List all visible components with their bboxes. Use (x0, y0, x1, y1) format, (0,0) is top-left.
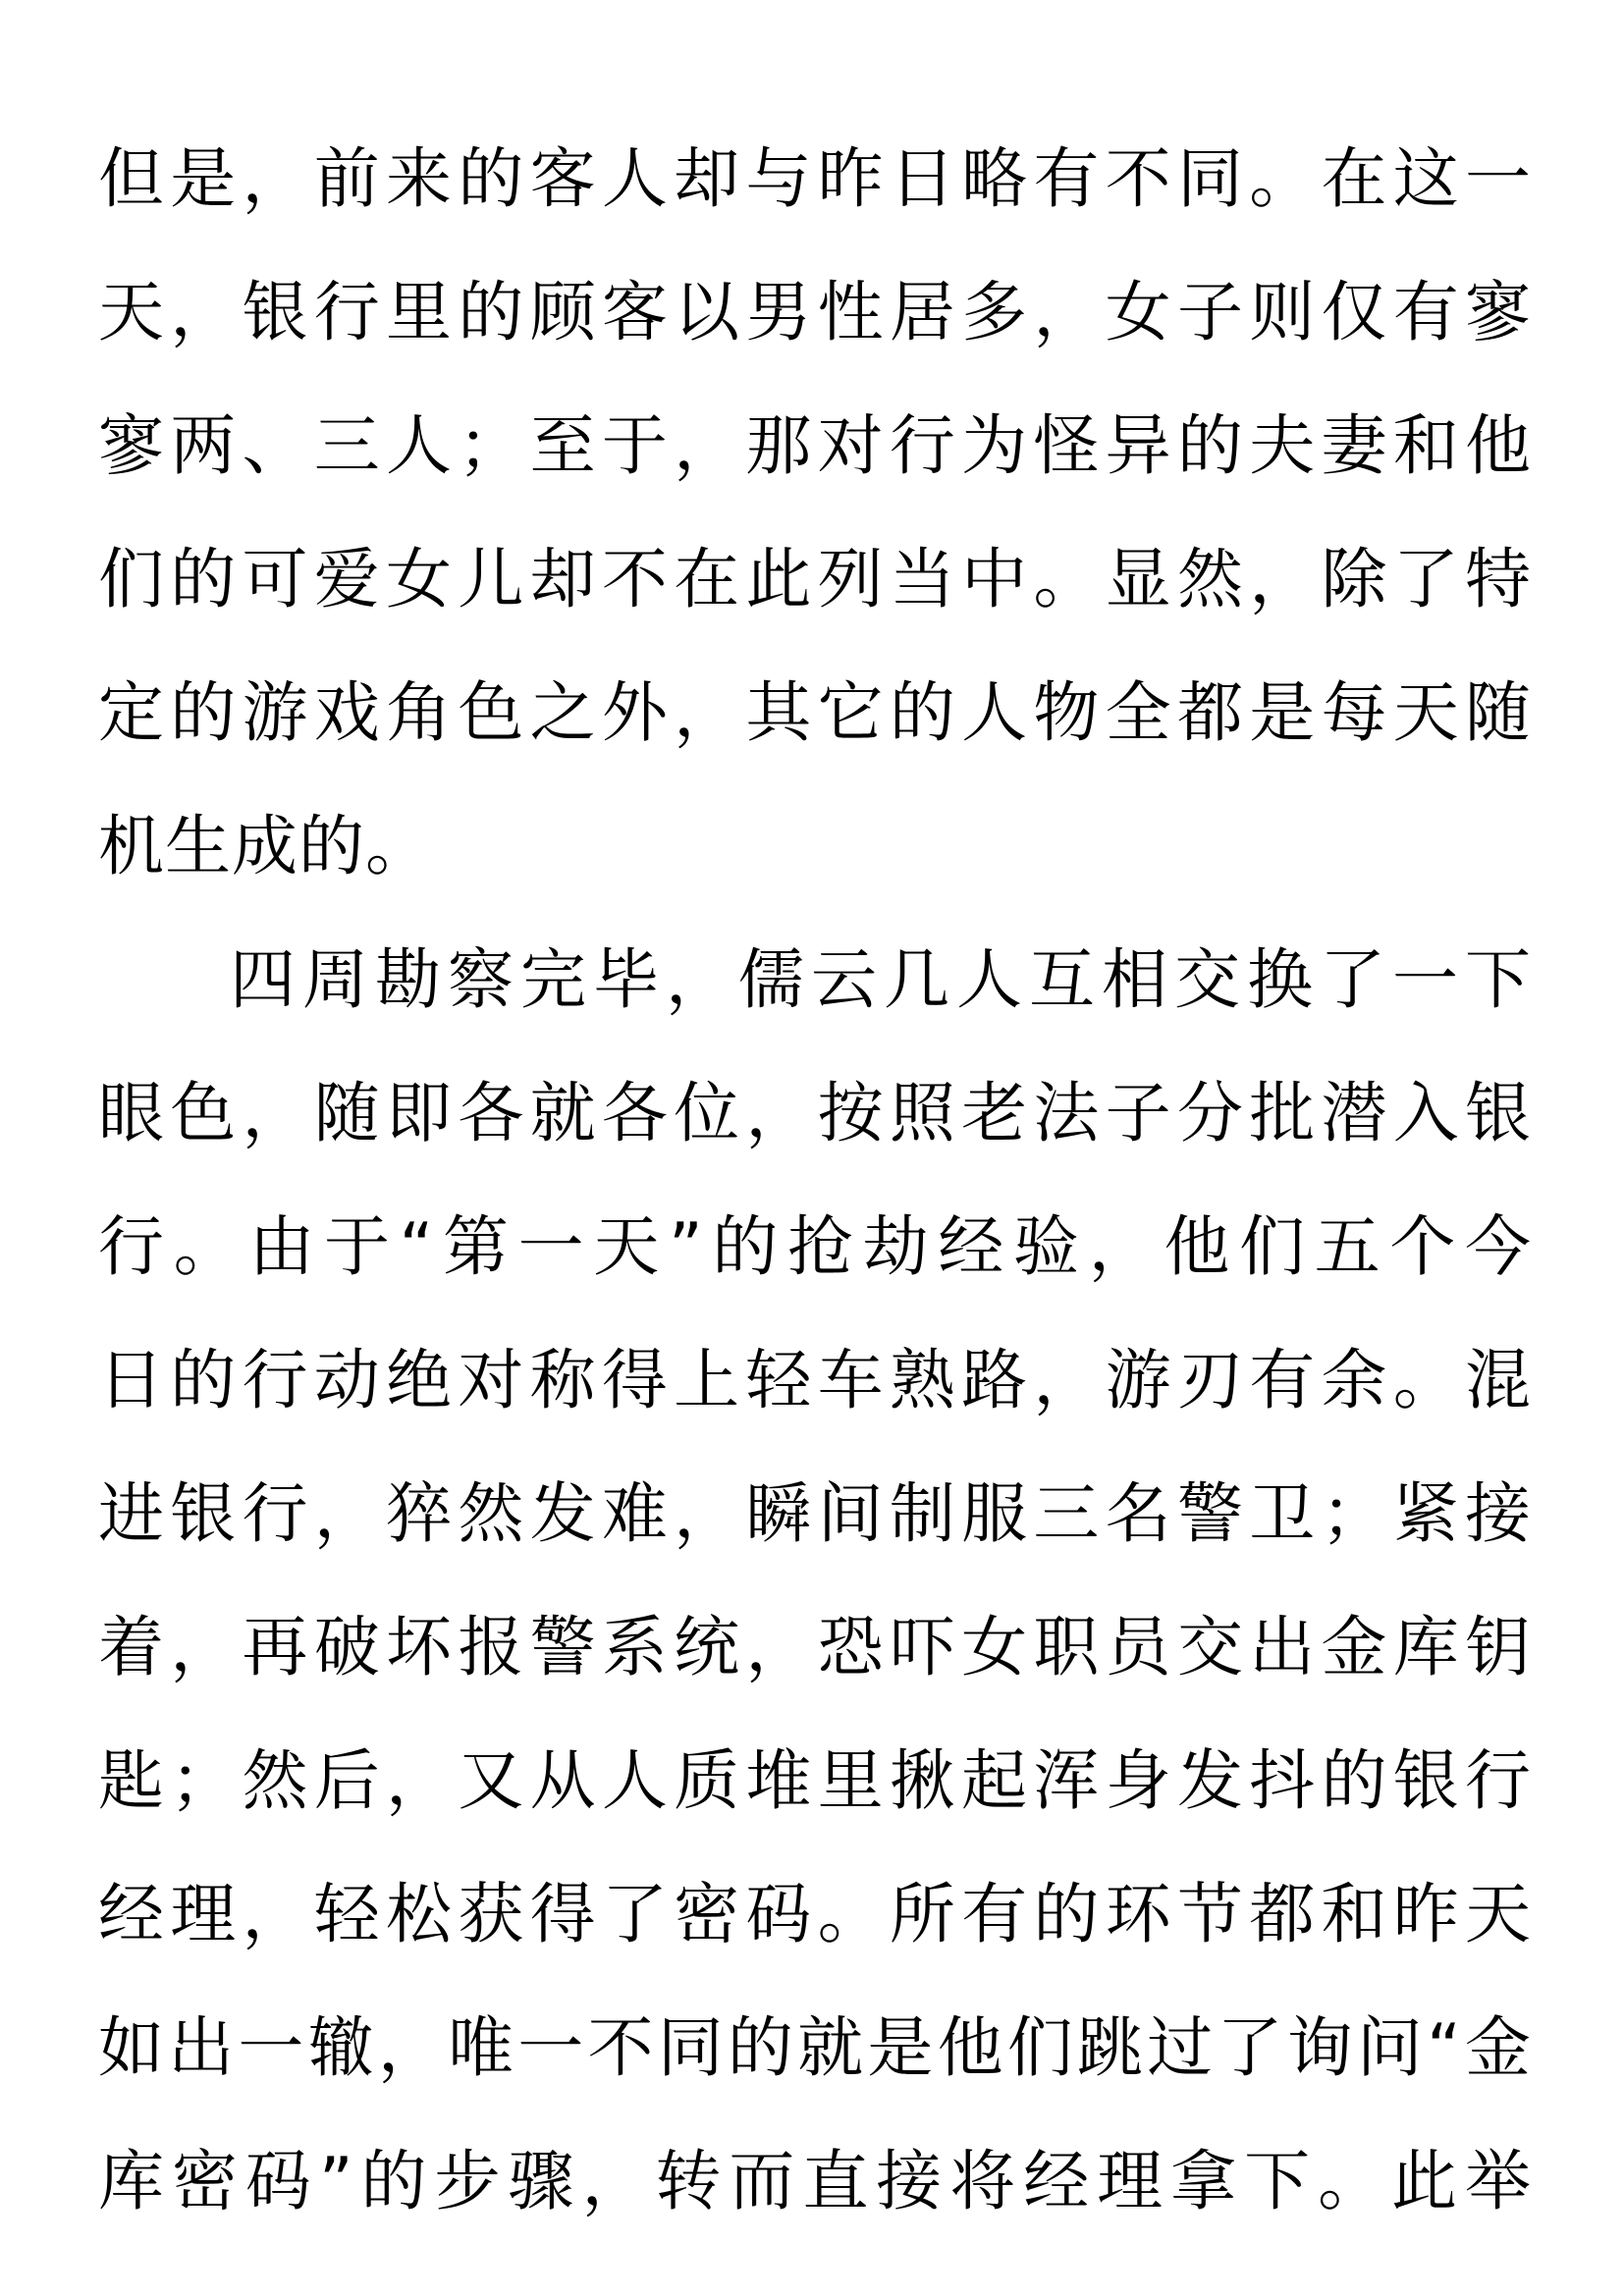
text-line: 经理，轻松获得了密码。所有的环节都和昨天 (98, 1876, 1532, 1952)
text-line: 匙；然后，又从人质堆里揪起浑身发抖的银行 (98, 1742, 1532, 1819)
text-line: 寥两、三人；至于，那对行为怪异的夫妻和他 (98, 407, 1532, 484)
text-line: 天，银行里的顾客以男性居多，女子则仅有寥 (98, 274, 1532, 350)
paragraph-start-line: 四周勘察完毕，儒云几人互相交换了一下 (230, 941, 1532, 1018)
text-line: 进银行，猝然发难，瞬间制服三名警卫；紧接 (98, 1475, 1532, 1552)
body-text (98, 112, 1532, 2248)
text-line: 眼色，随即各就各位，按照老法子分批潜入银 (98, 1075, 1532, 1151)
text-line: 们的可爱女儿却不在此列当中。显然，除了特 (98, 541, 1532, 617)
text-line: 日的行动绝对称得上轻车熟路，游刃有余。混 (98, 1342, 1532, 1418)
text-line: 着，再破坏报警系统，恐吓女职员交出金库钥 (98, 1609, 1532, 1685)
text-line: 定的游戏角色之外，其它的人物全都是每天随 (98, 674, 1532, 751)
text-line: 行。由于“第一天”的抢劫经验，他们五个今 (98, 1208, 1532, 1285)
text-line: 如出一辙，唯一不同的就是他们跳过了询问“金 (98, 2009, 1532, 2086)
text-line: 但是，前来的客人却与昨日略有不同。在这一 (98, 140, 1532, 217)
text-line: 机生成的。 (98, 808, 432, 884)
text-line: 库密码”的步骤，转而直接将经理拿下。此举 (98, 2143, 1532, 2219)
